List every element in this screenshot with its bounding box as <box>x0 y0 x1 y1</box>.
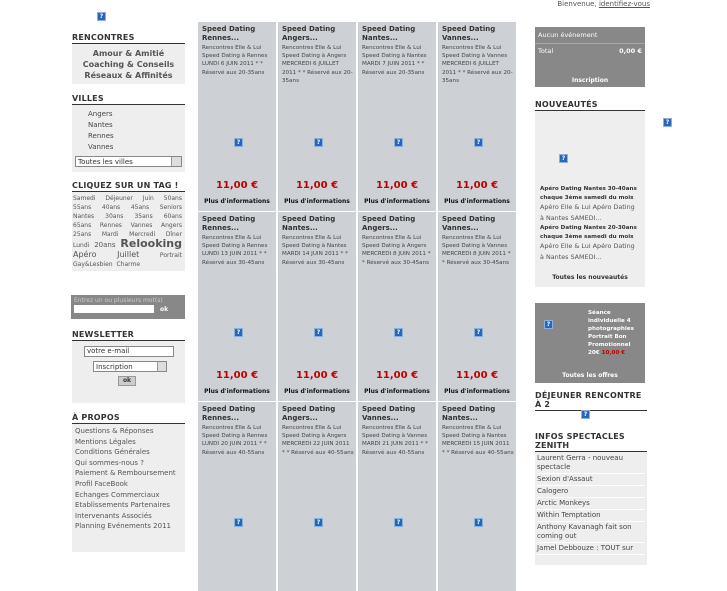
rencontres-link-coaching[interactable]: Coaching & Conseils <box>82 60 175 69</box>
tag-link[interactable]: Mardi <box>101 231 119 238</box>
apropos-link[interactable]: Echanges Commerciaux <box>75 490 160 499</box>
email-field[interactable]: votre e-mail <box>84 346 174 357</box>
tag-link[interactable]: Juillet <box>117 250 140 259</box>
newsletter-form <box>72 341 185 403</box>
event-title[interactable]: Speed Dating Nantes... <box>282 215 336 232</box>
tag-link[interactable]: 30ans <box>105 213 124 220</box>
search-input[interactable] <box>74 305 154 313</box>
event-description: Rencontres Elle & Lui Speed Dating à Vannes MERCREDI 8 JUIN 2011 * * Réservé aux 30-45ans <box>442 235 511 266</box>
broken-image-icon: ? <box>544 320 553 329</box>
apropos-links <box>72 424 185 552</box>
event-card[interactable] <box>438 402 517 591</box>
event-card[interactable] <box>358 402 437 591</box>
event-card[interactable] <box>278 22 357 211</box>
tag-link[interactable]: 20ans <box>94 241 116 249</box>
event-card[interactable] <box>198 22 277 211</box>
cart-box <box>535 27 645 87</box>
event-title[interactable]: Speed Dating Angers... <box>282 405 336 422</box>
tag-cloud <box>72 192 185 271</box>
spectacles-links <box>535 452 647 565</box>
event-title[interactable]: Speed Dating Rennes... <box>202 215 256 232</box>
event-description: Rencontres Elle & Lui Speed Dating à Angers MERCREDI 6 JUILLET 2011 * * Réservé aux 20-35ans <box>282 45 353 84</box>
chevron-down-icon <box>157 362 166 371</box>
spectacles-box <box>535 432 647 565</box>
tag-link[interactable]: Seniors <box>159 204 182 211</box>
dejeuner-title: DÉJEUNER RENCONTRE À 2 <box>535 391 647 411</box>
rencontres-title: RENCONTRES <box>72 33 185 44</box>
newsletter-box <box>72 330 185 403</box>
more-info-link[interactable]: Plus d'informations <box>364 198 430 205</box>
broken-image-icon: ? <box>663 118 672 127</box>
tag-link[interactable]: Samedi <box>73 195 96 202</box>
rencontres-link-reseaux[interactable]: Réseaux & Affinités <box>84 71 173 80</box>
villes-select[interactable] <box>75 156 182 167</box>
more-info-link[interactable]: Plus d'informations <box>204 198 270 205</box>
more-info-link[interactable]: Plus d'informations <box>204 388 270 395</box>
spectacle-link[interactable]: Laurent Gerra - nouveau spectacle <box>537 453 645 474</box>
event-description: Rencontres Elle & Lui Speed Dating à Rennes LUNDI 6 JUIN 2011 * * Réservé aux 20-35ans <box>202 45 268 76</box>
broken-image-icon: ? <box>314 518 323 527</box>
spectacle-link[interactable]: Calogero <box>537 486 645 498</box>
offre-box <box>535 303 645 383</box>
tag-link[interactable]: Juin <box>142 195 154 202</box>
event-card[interactable] <box>198 402 277 591</box>
rencontres-link-amour[interactable]: Amour & Amitié <box>92 49 165 58</box>
villes-links <box>72 105 185 172</box>
event-title[interactable]: Speed Dating Angers... <box>362 215 416 232</box>
event-card[interactable] <box>438 212 517 401</box>
more-info-link[interactable]: Plus d'informations <box>444 388 510 395</box>
broken-image-icon: ? <box>394 328 403 337</box>
tag-link[interactable]: Charme <box>116 261 141 268</box>
nouveaute-title-2[interactable]: Apéro Dating Nantes 20-30ans chaque 3ème samedi du mois <box>540 225 637 240</box>
event-title[interactable]: Speed Dating Vannes... <box>442 215 496 232</box>
cart-total-value: 0,00 € <box>619 47 642 55</box>
cart-empty-text: Aucun événement <box>535 27 645 44</box>
apropos-link[interactable]: Profil FaceBook <box>75 479 128 488</box>
apropos-title: À PROPOS <box>72 413 185 424</box>
broken-image-icon: ? <box>394 138 403 147</box>
rencontres-box <box>72 33 185 84</box>
broken-image-icon: ? <box>581 410 590 419</box>
tag-link[interactable]: Lundi <box>73 242 90 249</box>
spectacle-link[interactable]: Jamel Debbouze : TOUT sur <box>537 543 645 555</box>
ville-link-angers[interactable]: Angers <box>88 110 113 118</box>
event-description: Rencontres Elle & Lui Speed Dating à Rennes LUNDI 20 JUIN 2011 * * Réservé aux 40-55ans <box>202 425 268 456</box>
event-card[interactable] <box>358 212 437 401</box>
tag-link[interactable]: Mercredi <box>129 231 156 238</box>
broken-image-icon: ? <box>314 138 323 147</box>
tag-link[interactable]: 35ans <box>134 213 153 220</box>
all-offres-link[interactable]: Toutes les offres <box>562 372 618 379</box>
spectacles-title: INFOS SPECTACLES ZENITH <box>535 432 647 452</box>
apropos-link[interactable]: Paiement & Remboursement <box>75 469 176 478</box>
search-button[interactable]: ok <box>160 305 169 313</box>
apropos-link[interactable]: Qui sommes-nous ? <box>75 458 144 467</box>
broken-image-icon: ? <box>394 518 403 527</box>
spectacle-link[interactable]: Within Temptation <box>537 510 645 522</box>
broken-image-icon: ? <box>234 138 243 147</box>
event-title[interactable]: Speed Dating Nantes... <box>442 405 496 422</box>
cart-total-label: Total <box>538 47 554 55</box>
cart-inscription-button[interactable]: Inscription <box>571 77 609 84</box>
tag-link[interactable]: 25ans <box>73 231 92 238</box>
event-price: 11,00 € <box>295 180 339 191</box>
ville-link-rennes[interactable]: Rennes <box>88 132 114 140</box>
search-box <box>71 295 185 319</box>
broken-image-icon: ? <box>474 518 483 527</box>
event-price: 11,00 € <box>215 180 259 191</box>
tag-link[interactable]: 65ans <box>73 222 92 229</box>
apropos-link[interactable]: Intervenants Associés <box>75 511 152 520</box>
villes-title: VILLES <box>72 94 185 105</box>
broken-image-icon: ? <box>314 328 323 337</box>
apropos-link[interactable]: Mentions Légales <box>75 437 136 446</box>
event-price: 11,00 € <box>375 180 419 191</box>
newsletter-select[interactable] <box>93 361 167 372</box>
broken-image-icon: ? <box>234 328 243 337</box>
nouveaute-title-1[interactable]: Apéro Dating Nantes 30-40ans chaque 3ème samedi du mois <box>540 186 637 201</box>
broken-image-icon: ? <box>474 138 483 147</box>
event-title[interactable]: Speed Dating Rennes... <box>202 25 256 42</box>
more-info-link[interactable]: Plus d'informations <box>284 388 350 395</box>
tag-link[interactable]: 60ans <box>163 213 182 220</box>
nouveautes-box <box>535 100 645 287</box>
event-description: Rencontres Elle & Lui Speed Dating à Angers MERCREDI 8 JUIN 2011 * * Réservé aux 30-45ans <box>362 235 431 266</box>
event-title[interactable]: Speed Dating Angers... <box>282 25 336 42</box>
login-link[interactable]: identifiez-vous <box>598 0 650 8</box>
more-info-link[interactable]: Plus d'informations <box>364 388 430 395</box>
offre-text[interactable]: Séance individuelle 4 photographies Portrait Bon Promotionnel <box>588 310 634 348</box>
event-description: Rencontres Elle & Lui Speed Dating à Rennes LUNDI 13 JUIN 2011 * * Réservé aux 30-45ans <box>202 235 268 266</box>
spectacle-link[interactable]: Sexion d'Assaut <box>537 474 645 486</box>
newsletter-title: NEWSLETTER <box>72 330 185 341</box>
user-greeting <box>535 0 650 8</box>
apropos-box <box>72 413 185 552</box>
apropos-link[interactable]: Conditions Générales <box>75 448 150 457</box>
all-nouveautes-link[interactable]: Toutes les nouveautés <box>552 274 628 281</box>
nouveaute-desc-2: Apéro Elle & Lui Apéro Dating à Nantes SAMEDI... <box>540 242 635 261</box>
event-description: Rencontres Elle & Lui Speed Dating à Nantes MARDI 7 JUIN 2011 * * Réservé aux 20-35ans <box>362 45 427 76</box>
tags-title: CLIQUEZ SUR UN TAG ! <box>72 181 185 192</box>
offre-old-price: 20€ <box>588 350 600 356</box>
spectacle-link[interactable]: Arctic Monkeys <box>537 498 645 510</box>
greeting-text: Bienvenue, <box>557 0 597 8</box>
event-title[interactable]: Speed Dating Vannes... <box>362 405 416 422</box>
newsletter-select-value: Inscription <box>96 362 133 371</box>
more-info-link[interactable]: Plus d'informations <box>284 198 350 205</box>
event-price: 11,00 € <box>295 370 339 381</box>
ville-link-vannes[interactable]: Vannes <box>88 143 114 151</box>
event-price: 11,00 € <box>375 370 419 381</box>
ville-link-nantes[interactable]: Nantes <box>88 121 113 129</box>
tag-link[interactable]: Gay&Lesbien <box>73 261 113 268</box>
search-label: Entrez un ou plusieurs mot(s) <box>74 297 163 304</box>
newsletter-ok-button[interactable]: ok <box>118 376 136 386</box>
event-title[interactable]: Speed Dating Nantes... <box>362 25 416 42</box>
apropos-link[interactable]: Etablissements Partenaires <box>75 501 171 510</box>
tag-link[interactable]: 40ans <box>101 204 121 211</box>
event-description: Rencontres Elle & Lui Speed Dating à Nantes MERCREDI 15 JUIN 2011 * * Réservé aux 40-55ans <box>442 425 514 456</box>
broken-image-icon: ? <box>234 518 243 527</box>
event-card[interactable] <box>358 22 437 211</box>
broken-image-icon: ? <box>97 12 106 21</box>
tag-link[interactable]: Apéro <box>73 250 97 259</box>
tag-link[interactable]: Déjeuner <box>105 195 133 202</box>
tag-link[interactable]: Dîner <box>165 231 182 238</box>
tag-link[interactable]: 55ans <box>73 204 92 211</box>
nouveaute-desc-1: Apéro Elle & Lui Apéro Dating à Nantes SAMEDI... <box>540 203 635 222</box>
tag-link[interactable]: Rennes <box>99 222 122 229</box>
offre-new-price: 10,00 € <box>601 350 626 356</box>
broken-image-icon: ? <box>474 328 483 337</box>
tag-link[interactable]: Vannes <box>130 222 153 229</box>
event-description: Rencontres Elle & Lui Speed Dating à Vannes MARDI 21 JUIN 2011 * * Réservé aux 40-55ans <box>362 425 428 456</box>
spectacle-link[interactable]: Anthony Kavanagh fait son coming out <box>537 522 645 543</box>
rencontres-links <box>72 44 185 84</box>
apropos-link[interactable]: Questions & Réponses <box>75 427 154 435</box>
villes-select-value: Toutes les villes <box>78 157 133 166</box>
villes-box <box>72 94 185 172</box>
tag-link[interactable]: Relooking <box>120 237 182 250</box>
event-card[interactable] <box>438 22 517 211</box>
event-price: 11,00 € <box>215 370 259 381</box>
event-card[interactable] <box>278 402 357 591</box>
event-description: Rencontres Elle & Lui Speed Dating à Vannes MERCREDI 6 JUILLET 2011 * * Réservé aux 20-35ans <box>442 45 513 84</box>
apropos-link[interactable]: Planning Evénements 2011 <box>75 522 171 531</box>
tag-link[interactable]: Nantes <box>73 213 95 220</box>
event-title[interactable]: Speed Dating Vannes... <box>442 25 496 42</box>
event-description: Rencontres Elle & Lui Speed Dating à Angers MERCREDI 22 JUIN 2011 * * Réservé aux 40-55ans <box>282 425 354 456</box>
event-price: 11,00 € <box>455 180 499 191</box>
tag-link[interactable]: 50ans <box>163 195 182 202</box>
chevron-down-icon <box>171 157 181 166</box>
more-info-link[interactable]: Plus d'informations <box>444 198 510 205</box>
tag-link[interactable]: Angers <box>160 222 182 229</box>
event-title[interactable]: Speed Dating Rennes... <box>202 405 256 422</box>
nouveautes-title: NOUVEAUTÉS <box>535 100 645 111</box>
event-card[interactable] <box>278 212 357 401</box>
broken-image-icon: ? <box>559 154 568 163</box>
tag-link[interactable]: 45ans <box>130 204 150 211</box>
event-description: Rencontres Elle & Lui Speed Dating à Nantes MARDI 14 JUIN 2011 * * Réservé aux 30-45ans <box>282 235 348 266</box>
tags-box <box>72 181 185 271</box>
event-price: 11,00 € <box>455 370 499 381</box>
tag-link[interactable]: Portrait <box>159 252 182 259</box>
event-card[interactable] <box>198 212 277 401</box>
